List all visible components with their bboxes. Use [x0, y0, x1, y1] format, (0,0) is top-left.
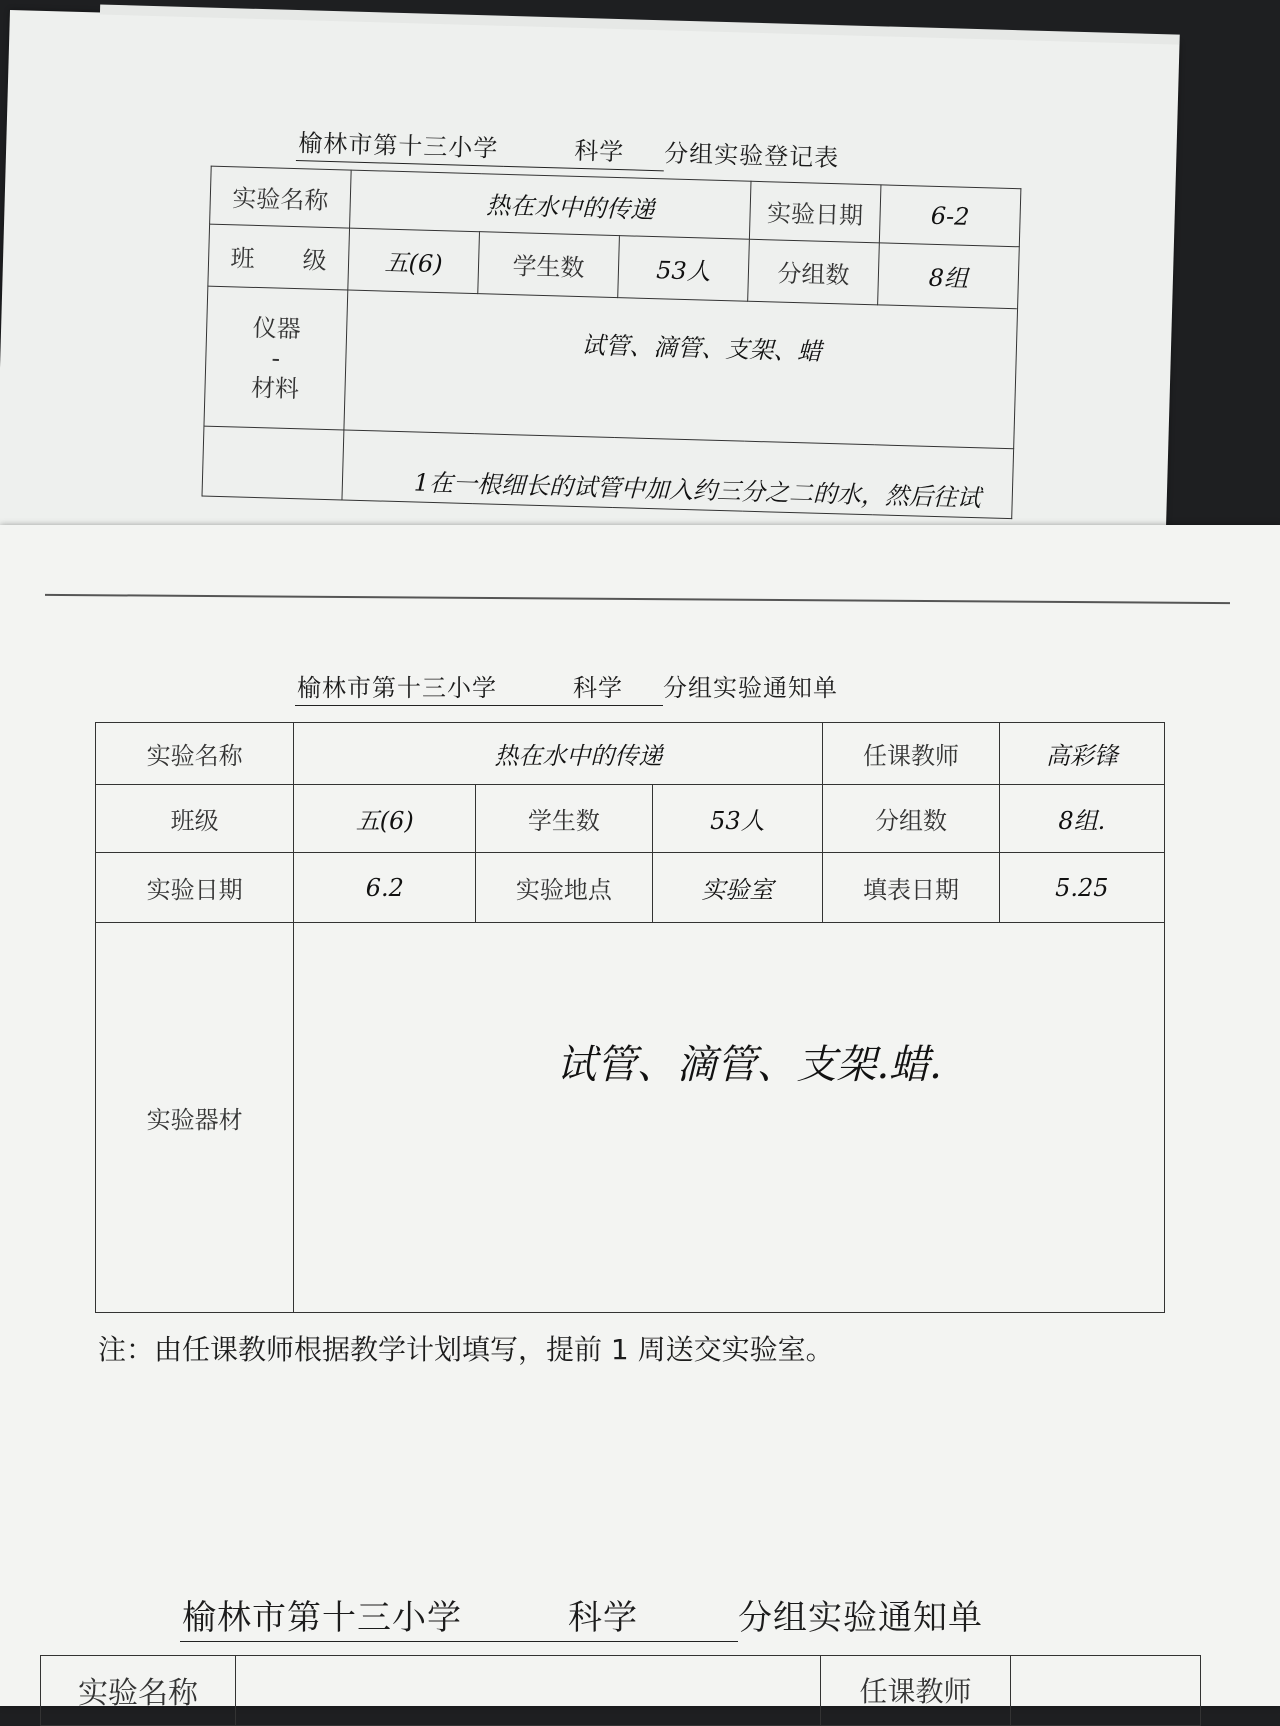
subject-name: 科学: [504, 129, 665, 171]
student-count-value: 53人: [618, 236, 750, 302]
experiment-name-label: 实验名称: [210, 166, 352, 228]
experiment-name-value: 热在水中的传递: [294, 723, 823, 785]
equipment-label-line2: 材料: [250, 373, 300, 403]
equipment-label-separator: -: [271, 343, 281, 373]
table-row: [41, 1656, 1201, 1726]
experiment-name-label: 实验名称: [41, 1656, 236, 1726]
experiment-date-value: 6.2: [294, 853, 476, 923]
experiment-date-label: 实验日期: [749, 181, 881, 243]
table-row: [96, 785, 1165, 853]
table-row: [96, 853, 1165, 923]
register-sheet: [0, 10, 1180, 602]
experiment-name-value: [236, 1656, 821, 1726]
teacher-value: 高彩锋: [999, 723, 1164, 785]
form-name: 分组实验通知单: [738, 1598, 983, 1638]
school-name: 榆林市第十三小学: [180, 1590, 468, 1642]
procedure-value: 1在一根细长的试管中加入约三分之二的水，然后往试: [342, 430, 1014, 519]
school-name: 榆林市第十三小学: [295, 668, 503, 706]
student-count-value: 53人: [652, 785, 823, 853]
experiment-date-label: 实验日期: [96, 853, 294, 923]
group-count-label: 分组数: [823, 785, 999, 853]
group-count-value: 8组: [878, 243, 1020, 309]
subject-name: 科学: [503, 668, 663, 706]
equipment-value: 试管、滴管、支架.蜡.: [294, 923, 1165, 1313]
register-title: [296, 123, 840, 176]
form-name: 分组实验登记表: [663, 139, 840, 173]
table-row: [204, 286, 1018, 449]
form-name: 分组实验通知单: [663, 674, 838, 702]
class-label: 班级: [96, 785, 294, 853]
equipment-label-line1: 仪器: [252, 313, 302, 343]
experiment-date-value: 6-2: [879, 185, 1021, 247]
class-label: 班 级: [208, 224, 350, 290]
notice-title: [295, 668, 838, 706]
class-value: 五(6): [294, 785, 476, 853]
equipment-label: [204, 286, 348, 430]
procedure-label-cell: [202, 426, 344, 500]
school-name: 榆林市第十三小学: [296, 123, 505, 167]
equipment-label: 实验器材: [96, 923, 294, 1313]
location-value: 实验室: [652, 853, 823, 923]
teacher-label: 任课教师: [823, 723, 999, 785]
fill-date-label: 填表日期: [823, 853, 999, 923]
student-count-label: 学生数: [476, 785, 652, 853]
experiment-name-value: 热在水中的传递: [350, 170, 751, 239]
next-sheet-table: [40, 1655, 1201, 1726]
table-row: [96, 923, 1165, 1313]
location-label: 实验地点: [476, 853, 652, 923]
experiment-name-label: 实验名称: [96, 723, 294, 785]
notice-table: [95, 722, 1165, 1313]
teacher-value: [1011, 1656, 1201, 1726]
group-count-value: 8组.: [999, 785, 1164, 853]
table-row: [96, 723, 1165, 785]
fill-date-value: 5.25: [999, 853, 1164, 923]
register-table: [201, 166, 1021, 520]
footnote: 注：由任课教师根据教学计划填写，提前 1 周送交实验室。: [98, 1333, 834, 1366]
equipment-value: 试管、滴管、支架、蜡: [344, 290, 1018, 449]
next-sheet-title: [180, 1590, 983, 1642]
teacher-label: 任课教师: [821, 1656, 1011, 1726]
class-value: 五(6): [348, 228, 480, 294]
sheet-edge: [100, 5, 1180, 45]
student-count-label: 学生数: [478, 232, 620, 298]
group-count-label: 分组数: [748, 239, 880, 305]
subject-name: 科学: [468, 1590, 738, 1642]
